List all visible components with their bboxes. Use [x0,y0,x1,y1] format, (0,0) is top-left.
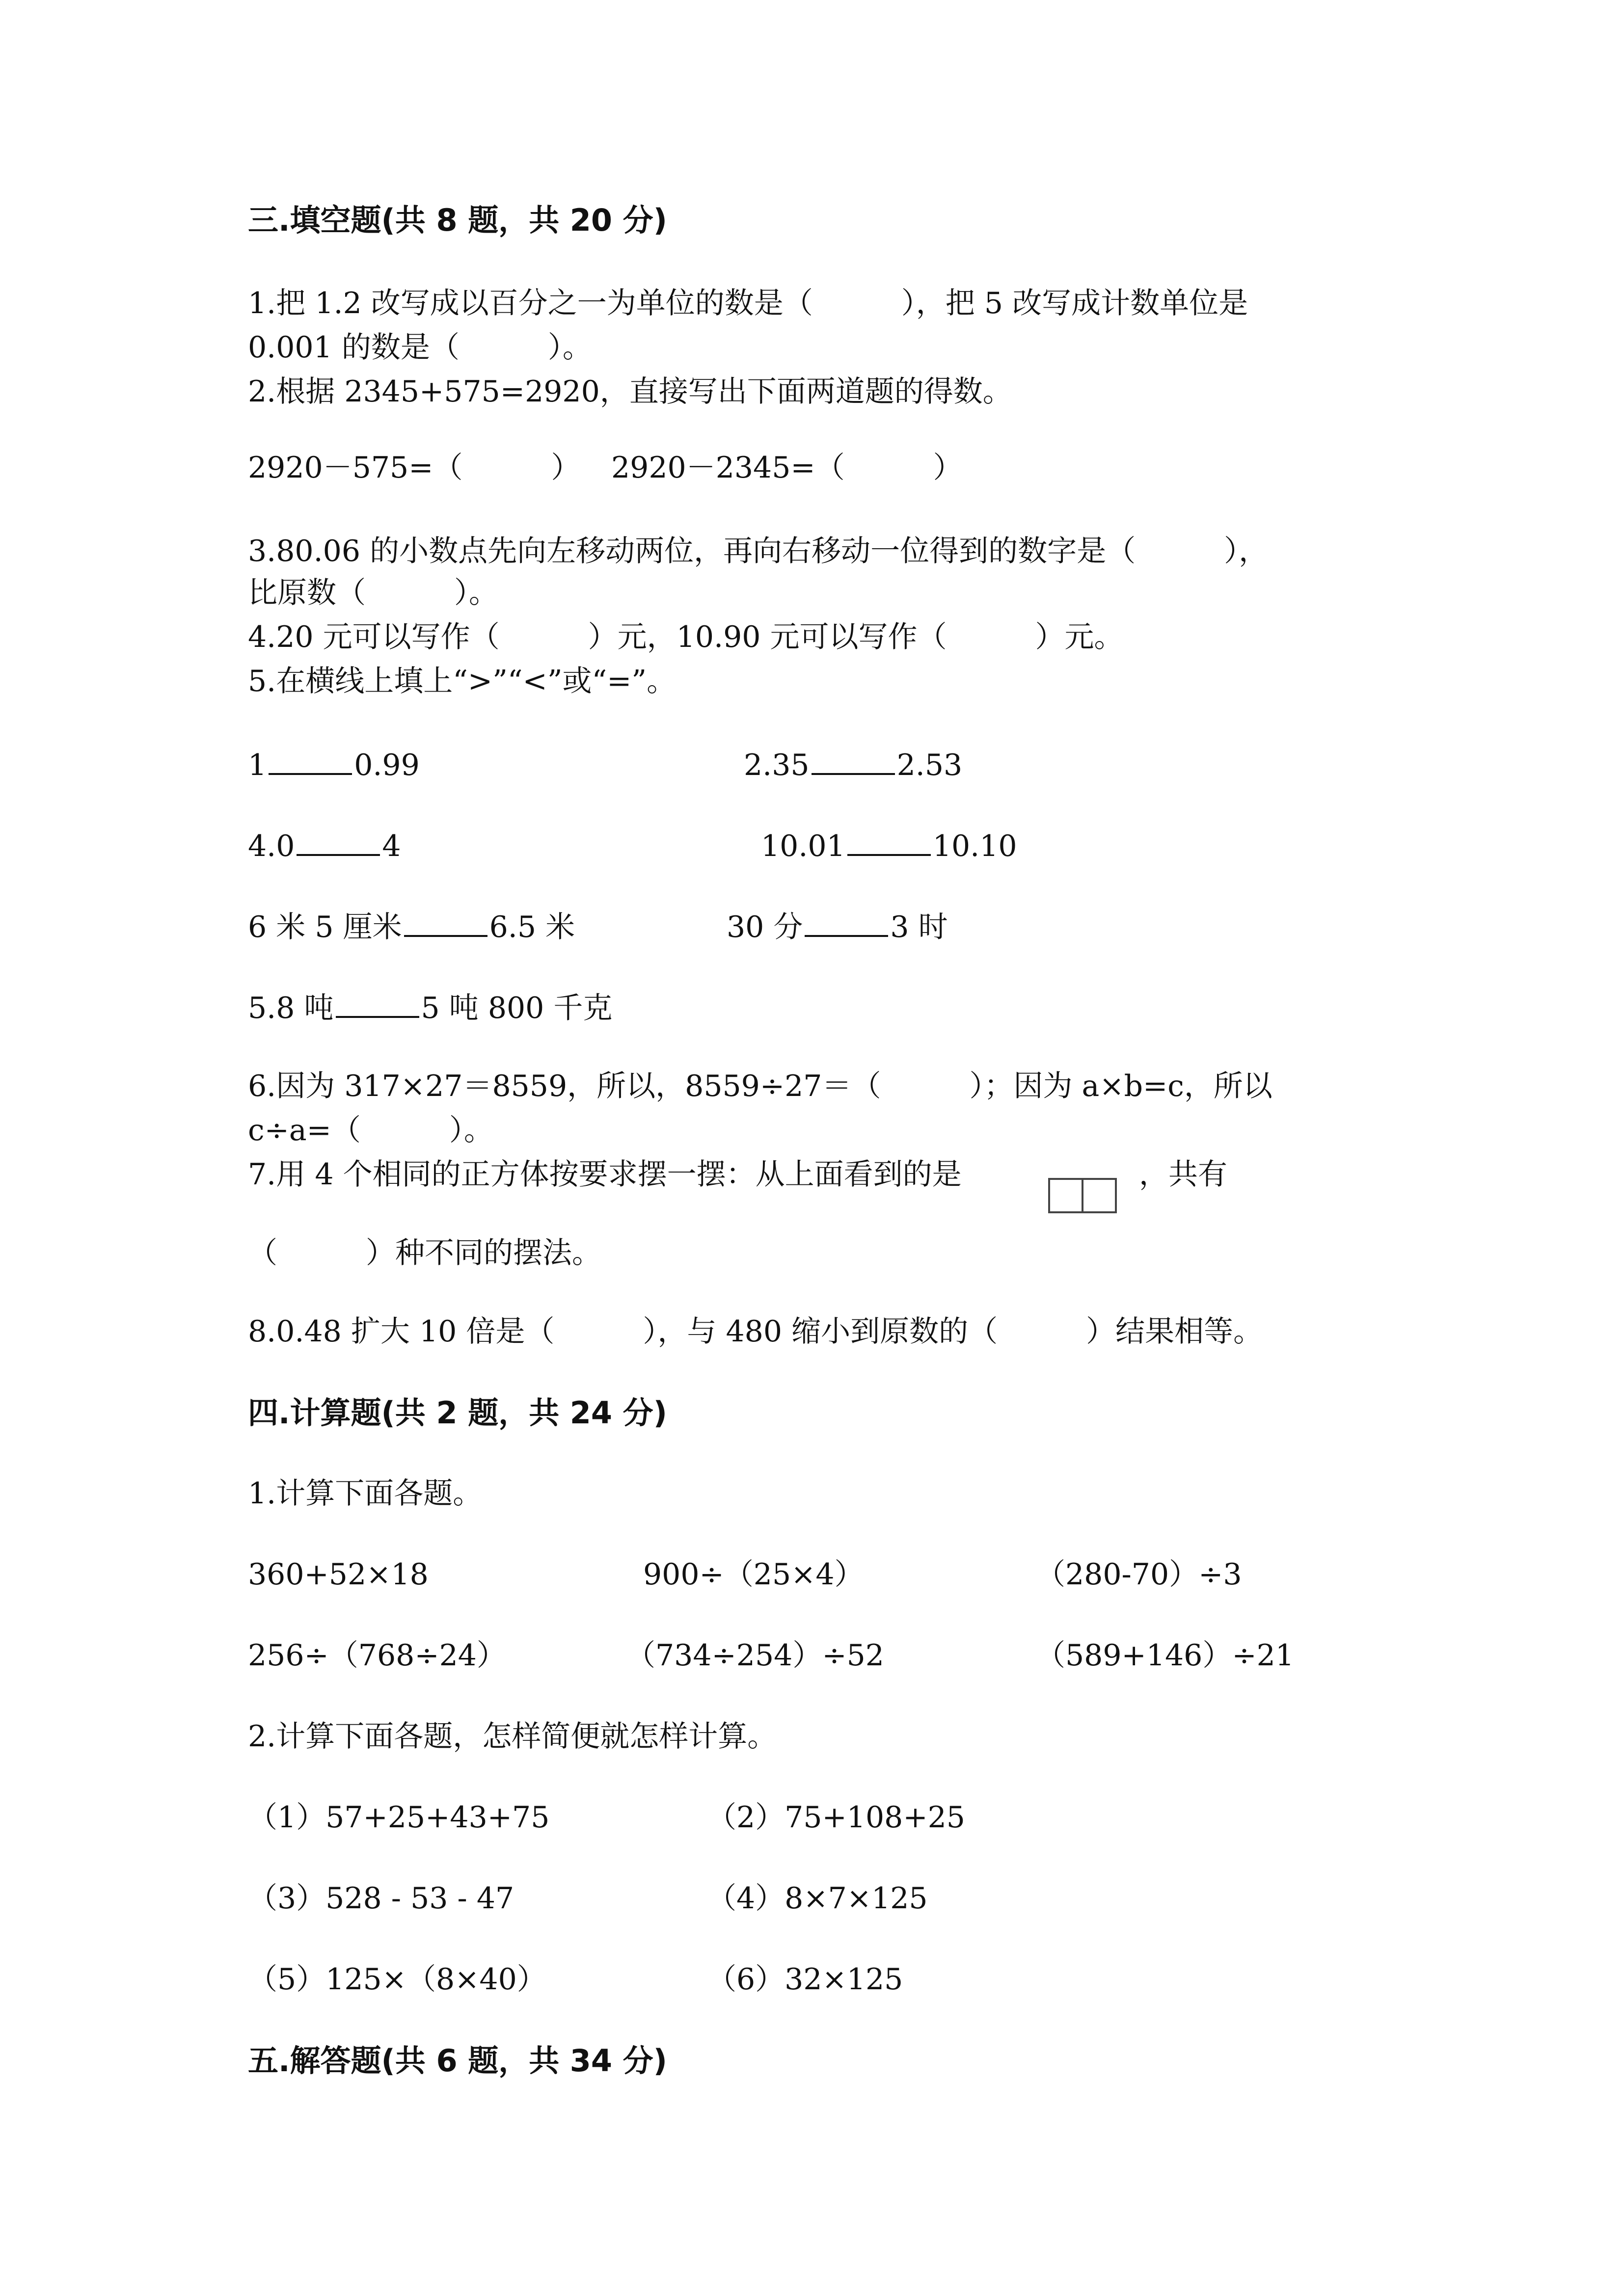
compare-right: 10.10 [932,829,1017,863]
question-3-line-2: 比原数（ ）。 [248,576,498,610]
question-1-line-1: 1.把 1.2 改写成以百分之一为单位的数是（ ），把 5 改写成计数单位是 [248,286,1248,320]
section-title-problem-solving: 五.解答题(共 6 题，共 34 分) [248,2043,667,2079]
compare-left: 5.8 吨 [248,991,334,1025]
compare-right: 0.99 [354,748,420,782]
compare-item-7 [248,990,612,1023]
compare-right: 3 时 [890,910,948,944]
question-3-line-1: 3.80.06 的小数点先向左移动两位，再向右移动一位得到的数字是（ ）， [248,534,1269,568]
question-7-part-c: （ ）种不同的摆法。 [248,1236,601,1270]
compare-right: 4 [382,829,401,863]
compare-left: 30 分 [727,910,803,944]
question-8: 8.0.48 扩大 10 倍是（ ），与 480 缩小到原数的（ ）结果相等。 [248,1314,1263,1349]
question-6-line-1: 6.因为 317×27＝8559，所以，8559÷27＝（ ）；因为 a×b=c，所以 [248,1069,1272,1103]
question-6-line-2: c÷a=（ ）。 [248,1113,493,1148]
compare-item-1 [248,748,420,780]
calc-2-title: 2.计算下面各题，怎样简便就怎样计算。 [248,1719,777,1754]
compare-left: 10.01 [761,829,845,863]
calc-2-item-6: （6）32×125 [707,1962,903,1997]
calc-2-item-1: （1）57+25+43+75 [248,1800,550,1835]
answer-blank[interactable] [847,828,931,856]
calc-2-item-2: （2）75+108+25 [707,1800,965,1835]
calc-1-item-5: （734÷254）÷52 [626,1638,884,1673]
compare-item-4 [761,828,1017,861]
answer-blank[interactable] [805,909,888,937]
calc-1-title: 1.计算下面各题。 [248,1476,483,1511]
section-title-fill-blank: 三.填空题(共 8 题，共 20 分) [248,202,667,238]
question-1-line-2: 0.001 的数是（ ）。 [248,330,592,365]
answer-blank[interactable] [404,909,487,937]
compare-left: 2.35 [744,748,810,782]
calc-1-item-4: 256÷（768÷24） [248,1638,506,1673]
compare-right: 2.53 [896,748,963,782]
calc-2-item-5: （5）125×（8×40） [248,1962,546,1997]
calc-1-item-1: 360+52×18 [248,1557,429,1592]
question-7-part-b: ，共有 [1139,1157,1227,1192]
answer-blank[interactable] [269,748,352,775]
compare-item-3 [248,828,401,861]
question-4: 4.20 元可以写作（ ）元，10.90 元可以写作（ ）元。 [248,620,1124,654]
compare-item-2 [744,748,962,780]
calc-2-item-3: （3）528 - 53 - 47 [248,1881,514,1916]
question-5-intro: 5.在横线上填上“>”“<”或“=”。 [248,664,677,698]
compare-item-6 [727,909,948,942]
two-squares-top-view-figure [1048,1178,1122,1216]
question-2-intro: 2.根据 2345+575=2920，直接写出下面两道题的得数。 [248,374,1012,409]
answer-blank[interactable] [297,828,380,856]
calc-2-item-4: （4）8×7×125 [707,1881,928,1916]
section-title-calculation: 四.计算题(共 2 题，共 24 分) [248,1395,667,1431]
compare-right: 6.5 米 [489,910,575,944]
question-2-part-a: 2920－575=（ ） [248,451,581,485]
calc-1-item-6: （589+146）÷21 [1036,1638,1294,1673]
compare-right: 5 吨 800 千克 [421,991,613,1025]
question-2-part-b: 2920－2345=（ ） [611,451,963,485]
calc-1-item-3: （280-70）÷3 [1036,1557,1242,1592]
compare-item-5 [248,909,575,942]
compare-left: 1 [248,748,267,782]
answer-blank[interactable] [812,748,895,775]
answer-blank[interactable] [336,990,419,1018]
square-right [1082,1178,1117,1213]
compare-left: 4.0 [248,829,295,863]
square-left [1048,1178,1083,1213]
question-7-part-a: 7.用 4 个相同的正方体按要求摆一摆：从上面看到的是 [248,1157,962,1192]
compare-left: 6 米 5 厘米 [248,910,402,944]
calc-1-item-2: 900÷（25×4） [643,1557,864,1592]
